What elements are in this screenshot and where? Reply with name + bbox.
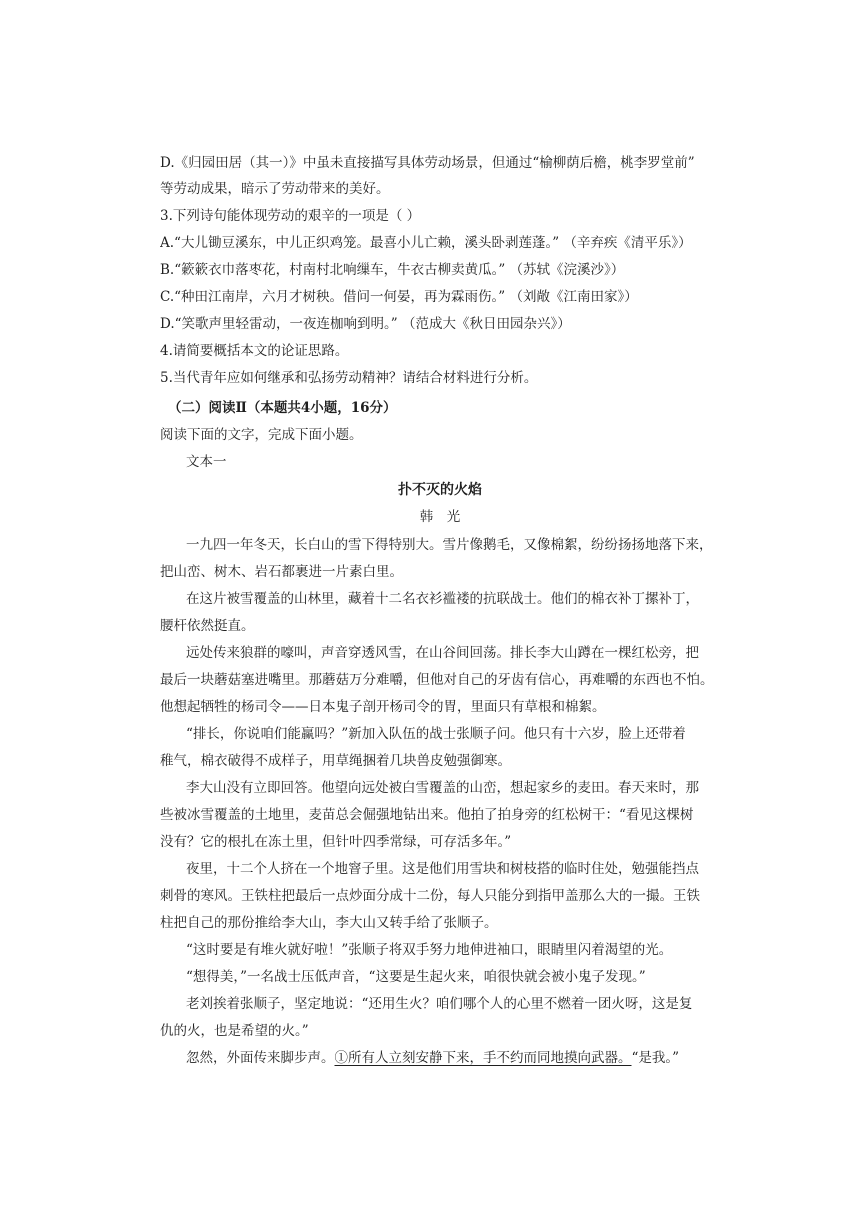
story-paragraph-1-line-1: 一九四一年冬天，长白山的雪下得特别大。雪片像鹅毛，又像棉絮，纷纷扬扬地落下来，: [186, 537, 713, 553]
question-3-option-c: C.“种田江南岸，六月才树秧。借问一何晏，再为霖雨伤。” （刘敞《江南田家》）: [160, 289, 638, 305]
story-author: 韩 光: [419, 509, 461, 525]
question-3-option-b: B.“簌簌衣巾落枣花，村南村北响缫车，牛衣古柳卖黄瓜。” （苏轼《浣溪沙》）: [160, 262, 625, 278]
underlined-sentence-1: ①所有人立刻安静下来，手不约而同地摸向武器。: [334, 1050, 632, 1066]
story-paragraph-6-line-1: 夜里，十二个人挤在一个地窨子里。这是他们用雪块和树枝搭的临时住处，勉强能挡点: [186, 861, 699, 877]
story-paragraph-1-line-2: 把山峦、树木、岩石都裹进一片素白里。: [160, 564, 403, 580]
text-label: 文本一: [186, 454, 227, 470]
section-heading: （二）阅读Ⅱ（本题共4小题，16分）: [168, 400, 397, 416]
story-paragraph-5-line-2: 些被冰雪覆盖的土地里，麦苗总会倔强地钻出来。他拍了拍身旁的红松树干：“看见这棵树: [160, 807, 694, 823]
story-paragraph-9-line-1: 老刘挨着张顺子，坚定地说：“还用生火？咱们哪个人的心里不燃着一团火呀，这是复: [186, 996, 693, 1012]
section-instruction: 阅读下面的文字，完成下面小题。: [160, 427, 363, 443]
question-3: 3.下列诗句能体现劳动的艰辛的一项是（ ）: [160, 208, 421, 224]
question-4: 4.请简要概括本文的论证思路。: [160, 343, 349, 359]
story-paragraph-10: [186, 1045, 720, 1071]
story-paragraph-3-line-3: 他想起牺牲的杨司令——日本鬼子剖开杨司令的胃，里面只有草根和棉絮。: [160, 699, 606, 715]
story-paragraph-5-line-1: 李大山没有立即回答。他望向远处被白雪覆盖的山峦，想起家乡的麦田。春天来时，那: [186, 780, 699, 796]
story-paragraph-8: “想得美，”一名战士压低声音，“这要是生起火来，咱很快就会被小鬼子发现。”: [186, 969, 646, 985]
story-paragraph-3-line-1: 远处传来狼群的嚎叫，声音穿透风雪，在山谷间回荡。排长李大山蹲在一棵红松旁，把: [186, 645, 699, 661]
question-3-option-d: D.“笑歌声里轻雷动，一夜连枷响到明。” （范成大《秋日田园杂兴》）: [160, 316, 571, 332]
story-paragraph-9-line-2: 仇的火，也是希望的火。”: [160, 1023, 309, 1039]
story-paragraph-4-line-2: 稚气，棉衣破得不成样子，用草绳捆着几块兽皮勉强御寒。: [160, 753, 511, 769]
story-paragraph-6-line-3: 柱把自己的那份推给李大山，李大山又转手给了张顺子。: [160, 915, 498, 931]
story-paragraph-2-line-1: 在这片被雪覆盖的山林里，藏着十二名衣衫褴褛的抗联战士。他们的棉衣补丁摞补丁，: [186, 591, 699, 607]
option-d-line-2: 等劳动成果，暗示了劳动带来的美好。: [160, 181, 390, 197]
question-5: 5.当代青年应如何继承和弘扬劳动精神？请结合材料进行分析。: [160, 370, 538, 386]
story-paragraph-5-line-3: 没有？它的根扎在冻土里，但针叶四季常绿，可存活多年。”: [160, 834, 512, 850]
story-paragraph-2-line-2: 腰杆依然挺直。: [160, 618, 255, 634]
story-title: 扑不灭的火焰: [398, 482, 482, 498]
story-paragraph-10-lead: 忽然，外面传来脚步声。: [186, 1050, 335, 1066]
story-paragraph-6-line-2: 刺骨的寒风。王铁柱把最后一点炒面分成十二份，每人只能分到指甲盖那么大的一撮。王铁: [160, 888, 700, 904]
story-paragraph-10-tail: “是我。”: [631, 1050, 680, 1066]
story-paragraph-3-line-2: 最后一块蘑菇塞进嘴里。那蘑菇万分难嚼，但他对自己的牙齿有信心，再难嚼的东西也不怕。: [160, 672, 714, 688]
question-3-option-a: A.“大儿锄豆溪东，中儿正织鸡笼。最喜小儿亡赖，溪头卧剥莲蓬。” （辛弃疾《清平乐》）: [160, 235, 692, 251]
story-paragraph-4-line-1: “排长，你说咱们能赢吗？”新加入队伍的战士张顺子问。他只有十六岁，脸上还带着: [186, 726, 686, 742]
story-paragraph-7: “这时要是有堆火就好啦！”张顺子将双手努力地伸进袖口，眼睛里闪着渴望的光。: [186, 942, 673, 958]
option-d-line-1: D.《归园田居（其一）》中虽未直接描写具体劳动场景，但通过“榆柳荫后檐，桃李罗堂前”: [160, 155, 695, 171]
